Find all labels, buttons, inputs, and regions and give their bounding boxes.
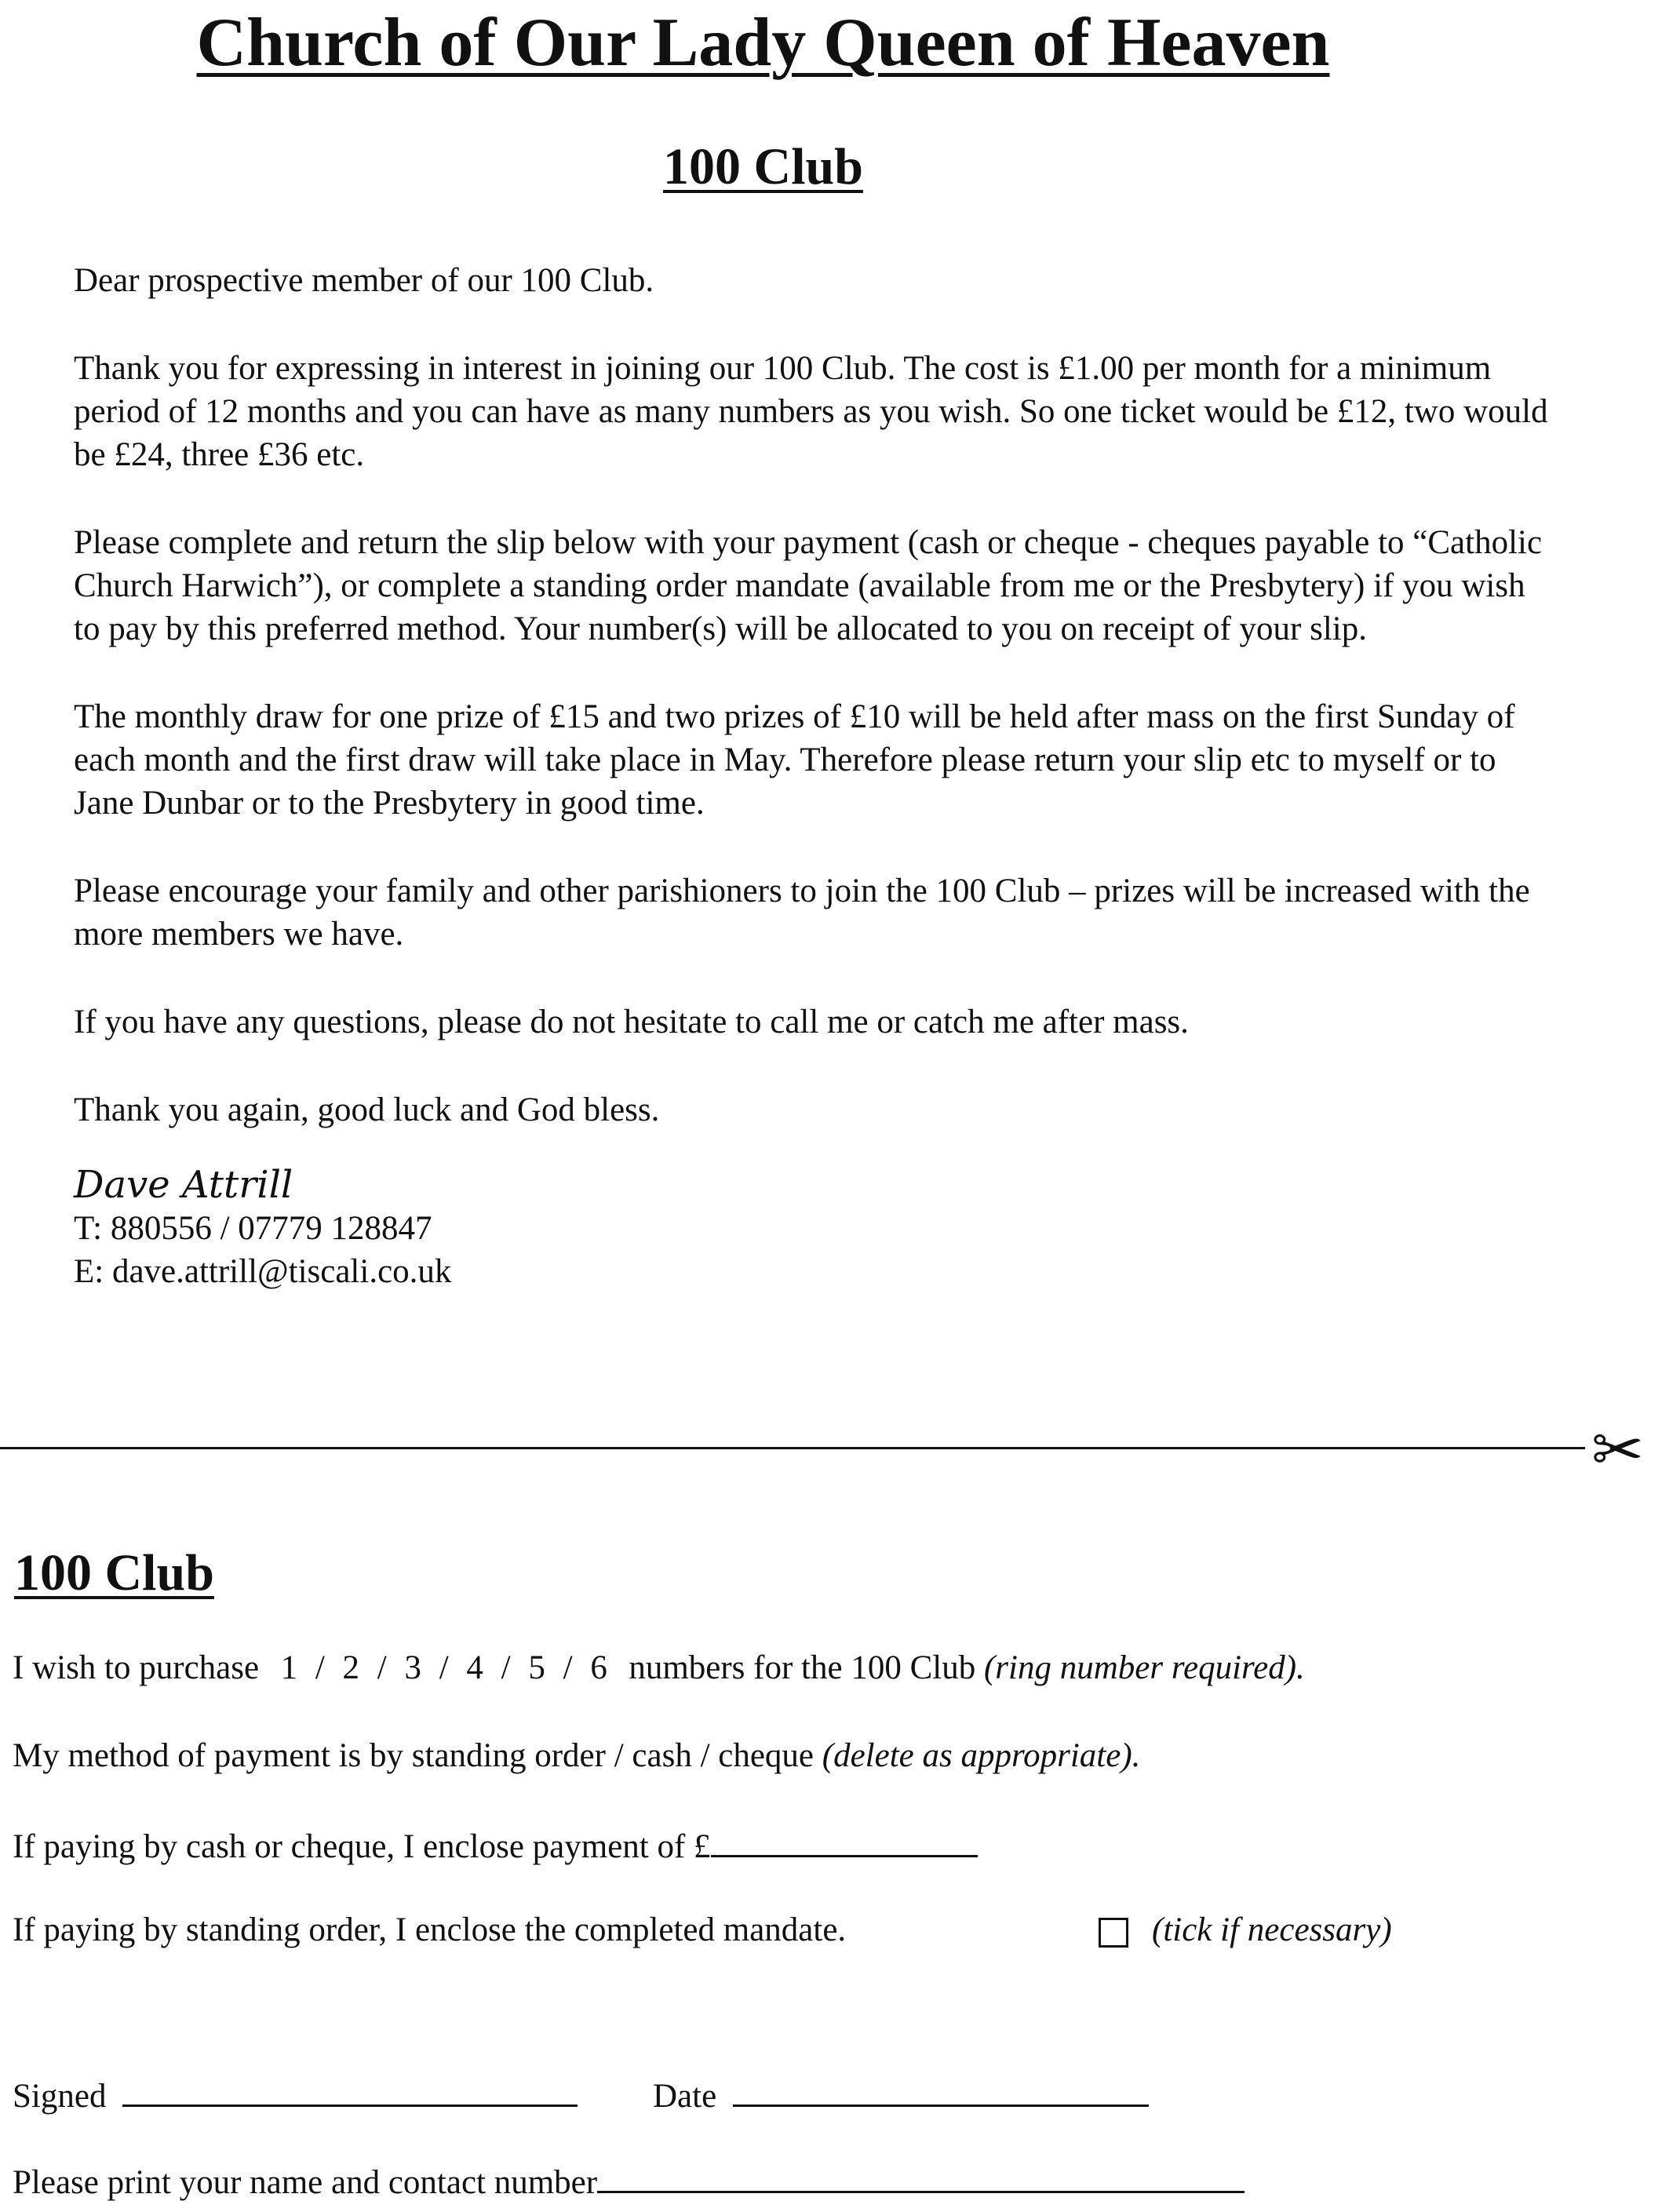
letter-paragraph-questions: If you have any questions, please do not hesitate to call me or catch me after mass. <box>74 1004 1189 1040</box>
contact-email: E: dave.attrill@tiscali.co.uk <box>74 1253 452 1290</box>
page-subtitle: 100 Club <box>663 138 863 195</box>
purchase-prefix: I wish to purchase <box>13 1649 260 1686</box>
separator: / <box>563 1649 573 1686</box>
tick-checkbox[interactable] <box>1099 1918 1128 1948</box>
signature: Dave Attrill <box>74 1163 293 1207</box>
scissors-icon: ✂ <box>1591 1413 1645 1486</box>
standing-order-row <box>13 1908 846 1952</box>
letter-paragraph-thanks: Thank you again, good luck and God bless. <box>74 1091 660 1128</box>
number-option-4[interactable]: 4 <box>466 1649 483 1686</box>
date-row <box>653 2072 1149 2119</box>
cash-row <box>13 1822 978 1869</box>
method-row <box>13 1734 1140 1778</box>
separator: / <box>439 1649 449 1686</box>
contact-phone: T: 880556 / 07779 128847 <box>74 1210 432 1247</box>
method-text[interactable]: My method of payment is by standing order / cash / cheque <box>13 1737 814 1774</box>
purchase-suffix: numbers for the 100 Club <box>629 1649 976 1686</box>
letter-paragraph-draw: The monthly draw for one prize of £15 and two prizes of £10 will be held after mass on the first Sunday of each month and the first draw will take place in May. Therefore please return your slip etc to myself or to Jane Dunbar or to the Presbytery in good time. <box>74 698 1515 822</box>
separator: / <box>501 1649 511 1686</box>
cut-line <box>0 1447 1585 1449</box>
cash-text: If paying by cash or cheque, I enclose payment of £ <box>13 1828 711 1865</box>
number-option-2[interactable]: 2 <box>342 1649 360 1686</box>
separator: / <box>377 1649 387 1686</box>
slip-title: 100 Club <box>14 1544 214 1602</box>
letter-paragraph-cost: Thank you for expressing in interest in joining our 100 Club. The cost is £1.00 per month for a minimum period of 12 months and you can have as many numbers as you wish. So one ticket would be £12, two would be £24, three £36 etc. <box>74 350 1548 473</box>
number-option-6[interactable]: 6 <box>590 1649 607 1686</box>
tick-group <box>1099 1908 1392 1952</box>
number-option-5[interactable]: 5 <box>528 1649 545 1686</box>
letter-paragraph-encourage: Please encourage your family and other parishioners to join the 100 Club – prizes will be increased with the more members we have. <box>74 873 1530 953</box>
letter-paragraph-payment: Please complete and return the slip below with your payment (cash or cheque - cheques payable to “Catholic Church Harwich”), or complete a standing order mandate (available from me or the Presbytery) if you wish to pay by this preferred method. Your number(s) will be allocated to you on receipt of your slip. <box>74 524 1543 647</box>
date-label: Date <box>653 2078 717 2115</box>
print-name-row <box>13 2158 1245 2205</box>
separator: / <box>315 1649 325 1686</box>
letter-body <box>74 259 1549 1293</box>
signature-field[interactable] <box>122 2072 578 2107</box>
purchase-row <box>13 1646 1305 1690</box>
letter-greeting: Dear prospective member of our 100 Club. <box>74 262 654 299</box>
tick-note: (tick if necessary) <box>1152 1911 1392 1948</box>
standing-order-text: If paying by standing order, I enclose the completed mandate. <box>13 1911 847 1948</box>
number-option-1[interactable]: 1 <box>280 1649 298 1686</box>
number-option-3[interactable]: 3 <box>404 1649 421 1686</box>
name-contact-field[interactable] <box>597 2158 1245 2193</box>
purchase-note: (ring number required). <box>983 1649 1305 1686</box>
payment-amount-field[interactable] <box>711 1822 978 1857</box>
page-title: Church of Our Lady Queen of Heaven <box>196 5 1330 81</box>
method-note: (delete as appropriate). <box>822 1737 1141 1774</box>
print-name-label: Please print your name and contact number <box>13 2164 598 2201</box>
date-field[interactable] <box>733 2072 1149 2107</box>
signed-row <box>13 2072 578 2119</box>
signed-label: Signed <box>13 2078 107 2115</box>
